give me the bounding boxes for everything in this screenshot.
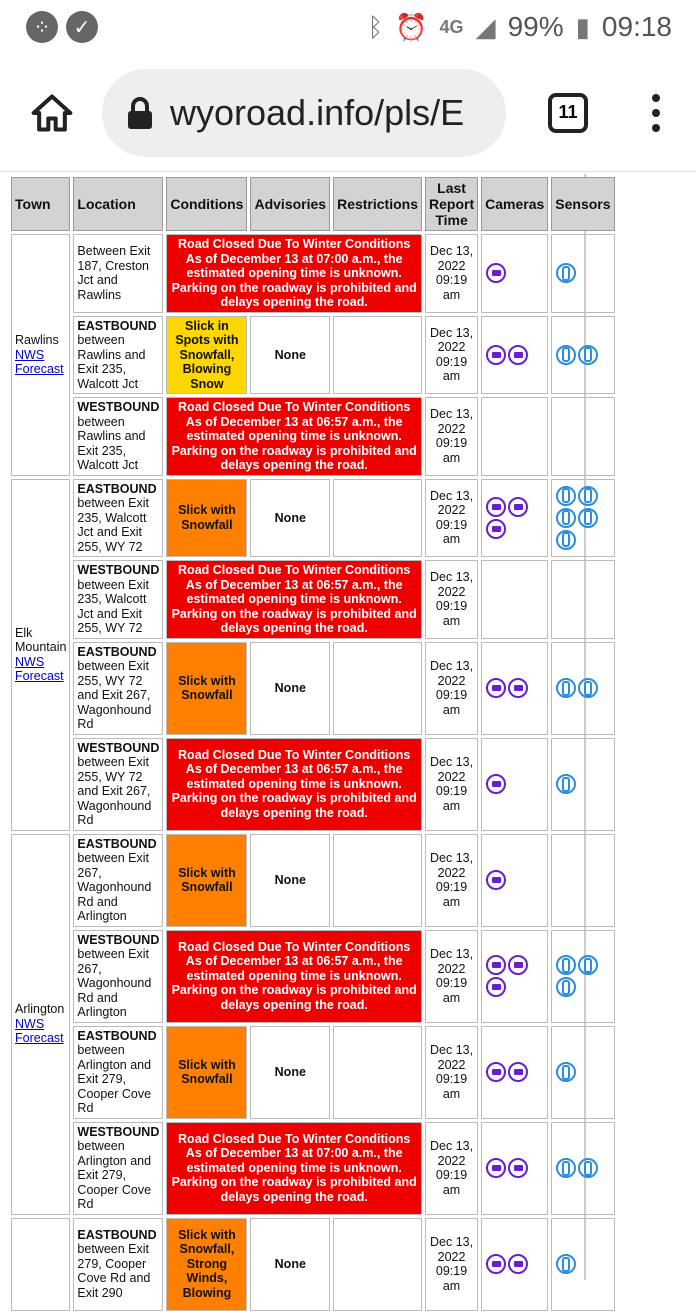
- location-text: between Exit 267, Wagonhound Rd and Arlington: [77, 947, 152, 1019]
- location-text: Between Exit 187, Creston Jct and Rawlins: [77, 244, 151, 302]
- signal-icon: ◢: [475, 11, 496, 42]
- town-cell: [11, 1218, 70, 1311]
- report-time-cell: Dec 13, 2022 09:19 am: [425, 234, 478, 313]
- clock: 09:18: [601, 11, 672, 42]
- advisories-cell: None: [250, 479, 330, 558]
- town-cell: [11, 234, 70, 476]
- browser-toolbar: [0, 54, 696, 172]
- location-cell: [73, 1218, 163, 1311]
- header-cameras: Cameras: [481, 177, 548, 231]
- table-row: [11, 738, 615, 831]
- cameras-cell: [481, 930, 548, 1023]
- table-row: [11, 234, 615, 313]
- sensors-cell: [551, 930, 614, 1023]
- sensors-cell: [551, 738, 614, 831]
- camera-icon[interactable]: [486, 774, 506, 794]
- direction-label: WESTBOUND: [77, 563, 160, 577]
- header-sensors: Sensors: [551, 177, 614, 231]
- address-bar[interactable]: [102, 69, 506, 157]
- sensors-cell: [551, 834, 614, 927]
- report-time-cell: Dec 13, 2022 09:19 am: [425, 738, 478, 831]
- direction-label: WESTBOUND: [77, 1124, 160, 1139]
- conditions-cell: Slick in Spots with Snowfall, Blowing Snow: [166, 316, 247, 395]
- camera-icon[interactable]: [486, 1062, 506, 1082]
- table-row: [11, 560, 615, 639]
- sensor-icon[interactable]: [556, 1158, 576, 1178]
- sensor-icon[interactable]: [556, 530, 576, 550]
- sensor-icon[interactable]: [578, 508, 598, 528]
- camera-icon[interactable]: [486, 519, 506, 539]
- conditions-cell: Road Closed Due To Winter Conditions As of December 13 at 06:57 a.m., the estimated opening time is unknown. Parking on the roadway is prohibited and delays opening the road.: [166, 397, 422, 476]
- camera-icon[interactable]: [508, 345, 528, 365]
- location-cell: [73, 738, 163, 831]
- town-name: Arlington: [15, 1002, 65, 1017]
- header-town: Town: [11, 177, 70, 231]
- table-row: [11, 397, 615, 476]
- conditions-cell: Road Closed Due To Winter Conditions As of December 13 at 06:57 a.m., the estimated opening time is unknown. Parking on the roadway is prohibited and delays opening the road.: [166, 930, 422, 1023]
- direction-label: EASTBOUND: [77, 318, 157, 333]
- location-text: between Arlington and Exit 279, Cooper Cove Rd: [77, 1043, 152, 1115]
- cameras-cell: [481, 738, 548, 831]
- location-cell: [73, 1026, 163, 1119]
- check-icon: ✓: [66, 11, 98, 43]
- header-restrictions: Restrictions: [333, 177, 422, 231]
- location-cell: [73, 397, 163, 476]
- location-text: between Exit 255, WY 72 and Exit 267, Wagonhound Rd: [77, 659, 152, 731]
- conditions-cell: Road Closed Due To Winter Conditions As of December 13 at 06:57 a.m., the estimated opening time is unknown. Parking on the roadway is prohibited and delays opening the road.: [166, 560, 422, 639]
- report-time-cell: Dec 13, 2022 09:19 am: [425, 834, 478, 927]
- table-row: [11, 1026, 615, 1119]
- sensor-icon[interactable]: [556, 263, 576, 283]
- town-name: Rawlins: [15, 333, 59, 347]
- report-time-cell: Dec 13, 2022 09:19 am: [425, 1026, 478, 1119]
- cameras-cell: [481, 234, 548, 313]
- conditions-cell: Slick with Snowfall: [166, 834, 247, 927]
- location-cell: [73, 642, 163, 735]
- nws-forecast-link[interactable]: NWS Forecast: [15, 654, 64, 683]
- table-row: [11, 834, 615, 927]
- camera-icon[interactable]: [486, 497, 506, 517]
- report-time-cell: Dec 13, 2022 09:19 am: [425, 1218, 478, 1311]
- table-row: [11, 479, 615, 558]
- table-row: [11, 642, 615, 735]
- location-cell: [73, 1122, 163, 1215]
- sensors-cell: [551, 1218, 614, 1311]
- camera-icon[interactable]: [486, 263, 506, 283]
- sensor-icon[interactable]: [556, 508, 576, 528]
- location-cell: [73, 930, 163, 1023]
- report-time-cell: Dec 13, 2022 09:19 am: [425, 560, 478, 639]
- sensor-icon[interactable]: [578, 955, 598, 975]
- advisories-cell: None: [250, 642, 330, 735]
- conditions-cell: Slick with Snowfall: [166, 479, 247, 558]
- conditions-cell: Slick with Snowfall: [166, 1026, 247, 1119]
- location-text: between Exit 267, Wagonhound Rd and Arlington: [77, 851, 152, 923]
- town-cell: [11, 479, 70, 831]
- camera-icon[interactable]: [486, 678, 506, 698]
- alarm-icon: ⏰: [395, 11, 428, 42]
- camera-icon[interactable]: [486, 1254, 506, 1274]
- conditions-cell: Slick with Snowfall: [166, 642, 247, 735]
- table-row: [11, 930, 615, 1023]
- url-text: wyoroad.info/pls/E: [170, 91, 465, 133]
- location-cell: [73, 560, 163, 639]
- tab-switcher-button[interactable]: 11: [548, 93, 588, 133]
- camera-icon[interactable]: [508, 678, 528, 698]
- location-cell: [73, 234, 163, 313]
- cameras-cell: [481, 642, 548, 735]
- sensors-cell: [551, 1026, 614, 1119]
- location-text: between Exit 235, Walcott Jct and Exit 255, WY 72: [77, 577, 149, 635]
- town-cell: [11, 834, 70, 1215]
- camera-icon[interactable]: [508, 497, 528, 517]
- sensor-icon[interactable]: [556, 774, 576, 794]
- lock-icon: [126, 97, 154, 129]
- cameras-cell: [481, 1218, 548, 1311]
- cameras-cell: [481, 479, 548, 558]
- sensor-icon[interactable]: [556, 955, 576, 975]
- advisories-cell: None: [250, 316, 330, 395]
- advisories-cell: None: [250, 1218, 330, 1311]
- location-cell: [73, 479, 163, 558]
- sensor-icon[interactable]: [556, 977, 576, 997]
- camera-icon[interactable]: [486, 977, 506, 997]
- report-time-cell: Dec 13, 2022 09:19 am: [425, 479, 478, 558]
- header-advisories: Advisories: [250, 177, 330, 231]
- road-conditions-table: [8, 174, 618, 1314]
- nws-forecast-link[interactable]: NWS Forecast: [15, 1016, 64, 1046]
- header-last-report-time: Last Report Time: [425, 177, 478, 231]
- camera-icon[interactable]: [486, 345, 506, 365]
- location-text: between Exit 235, Walcott Jct and Exit 255, WY 72: [77, 496, 149, 554]
- conditions-cell: Slick with Snowfall, Strong Winds, Blowing: [166, 1218, 247, 1311]
- location-cell: [73, 834, 163, 927]
- camera-icon[interactable]: [508, 1254, 528, 1274]
- restrictions-cell: [333, 479, 422, 558]
- direction-label: EASTBOUND: [77, 836, 157, 851]
- location-text: between Exit 255, WY 72 and Exit 267, Wagonhound Rd: [77, 755, 152, 827]
- network-label: 4G: [439, 16, 464, 37]
- restrictions-cell: [333, 1026, 422, 1119]
- location-cell: [73, 316, 163, 395]
- sensors-cell: [551, 1122, 614, 1215]
- table-row: [11, 316, 615, 395]
- location-text: between Exit 279, Cooper Cove Rd and Exit 290: [77, 1242, 151, 1300]
- status-bar: [0, 0, 696, 54]
- sensors-cell: [551, 316, 614, 395]
- report-time-cell: Dec 13, 2022 09:19 am: [425, 930, 478, 1023]
- sensor-icon[interactable]: [578, 678, 598, 698]
- conditions-cell: Road Closed Due To Winter Conditions As of December 13 at 07:00 a.m., the estimated opening time is unknown. Parking on the roadway is prohibited and delays opening the road.: [166, 234, 422, 313]
- battery-percent: 99%: [507, 11, 564, 42]
- direction-label: EASTBOUND: [77, 1227, 157, 1242]
- report-time-cell: Dec 13, 2022 09:19 am: [425, 1122, 478, 1215]
- direction-label: EASTBOUND: [77, 644, 157, 659]
- direction-label: WESTBOUND: [77, 932, 160, 947]
- direction-label: EASTBOUND: [77, 1028, 157, 1043]
- home-icon[interactable]: [20, 81, 84, 145]
- location-text: between Rawlins and Exit 235, Walcott Jct: [77, 333, 146, 391]
- road-conditions-table-container: [8, 174, 611, 1300]
- camera-icon[interactable]: [486, 870, 506, 890]
- restrictions-cell: [333, 642, 422, 735]
- direction-label: WESTBOUND: [77, 400, 160, 414]
- sensors-cell: [551, 642, 614, 735]
- overflow-menu-icon[interactable]: [636, 94, 676, 132]
- sensors-cell: [551, 560, 614, 639]
- camera-icon[interactable]: [508, 1062, 528, 1082]
- report-time-cell: Dec 13, 2022 09:19 am: [425, 316, 478, 395]
- restrictions-cell: [333, 316, 422, 395]
- camera-icon[interactable]: [486, 1158, 506, 1178]
- sensor-icon[interactable]: [578, 486, 598, 506]
- location-text: between Arlington and Exit 279, Cooper Cove Rd: [77, 1139, 152, 1211]
- sensor-icon[interactable]: [578, 1158, 598, 1178]
- conditions-cell: Road Closed Due To Winter Conditions As of December 13 at 06:57 a.m., the estimated opening time is unknown. Parking on the roadway is prohibited and delays opening the road.: [166, 738, 422, 831]
- camera-icon[interactable]: [486, 955, 506, 975]
- sensor-icon[interactable]: [556, 678, 576, 698]
- town-name: Elk Mountain: [15, 625, 67, 654]
- cameras-cell: [481, 397, 548, 476]
- direction-label: EASTBOUND: [77, 481, 157, 496]
- sensor-icon[interactable]: [556, 1254, 576, 1274]
- restrictions-cell: [333, 834, 422, 927]
- sensors-cell: [551, 479, 614, 558]
- cameras-cell: [481, 1122, 548, 1215]
- camera-icon[interactable]: [508, 955, 528, 975]
- restrictions-cell: [333, 1218, 422, 1311]
- notification-dots-icon: ⁘: [26, 11, 58, 43]
- advisories-cell: None: [250, 834, 330, 927]
- location-text: between Rawlins and Exit 235, Walcott Jct: [77, 414, 146, 472]
- conditions-cell: Road Closed Due To Winter Conditions As of December 13 at 07:00 a.m., the estimated opening time is unknown. Parking on the roadway is prohibited and delays opening the road.: [166, 1122, 422, 1215]
- table-row: [11, 1122, 615, 1215]
- table-header-row: [11, 177, 615, 231]
- sensor-icon[interactable]: [556, 345, 576, 365]
- nws-forecast-link[interactable]: NWS Forecast: [15, 347, 64, 376]
- table-row: [11, 1218, 615, 1311]
- bluetooth-icon: ᛒ: [367, 11, 384, 42]
- header-conditions: Conditions: [166, 177, 247, 231]
- report-time-cell: Dec 13, 2022 09:19 am: [425, 397, 478, 476]
- camera-icon[interactable]: [508, 1158, 528, 1178]
- sensor-icon[interactable]: [556, 1062, 576, 1082]
- sensors-cell: [551, 397, 614, 476]
- advisories-cell: None: [250, 1026, 330, 1119]
- cameras-cell: [481, 834, 548, 927]
- sensors-cell: [551, 234, 614, 313]
- cameras-cell: [481, 1026, 548, 1119]
- header-location: Location: [73, 177, 163, 231]
- cameras-cell: [481, 560, 548, 639]
- report-time-cell: Dec 13, 2022 09:19 am: [425, 642, 478, 735]
- sensor-icon[interactable]: [556, 486, 576, 506]
- sensor-icon[interactable]: [578, 345, 598, 365]
- battery-icon: ▮: [575, 11, 590, 42]
- cameras-cell: [481, 316, 548, 395]
- direction-label: WESTBOUND: [77, 740, 160, 755]
